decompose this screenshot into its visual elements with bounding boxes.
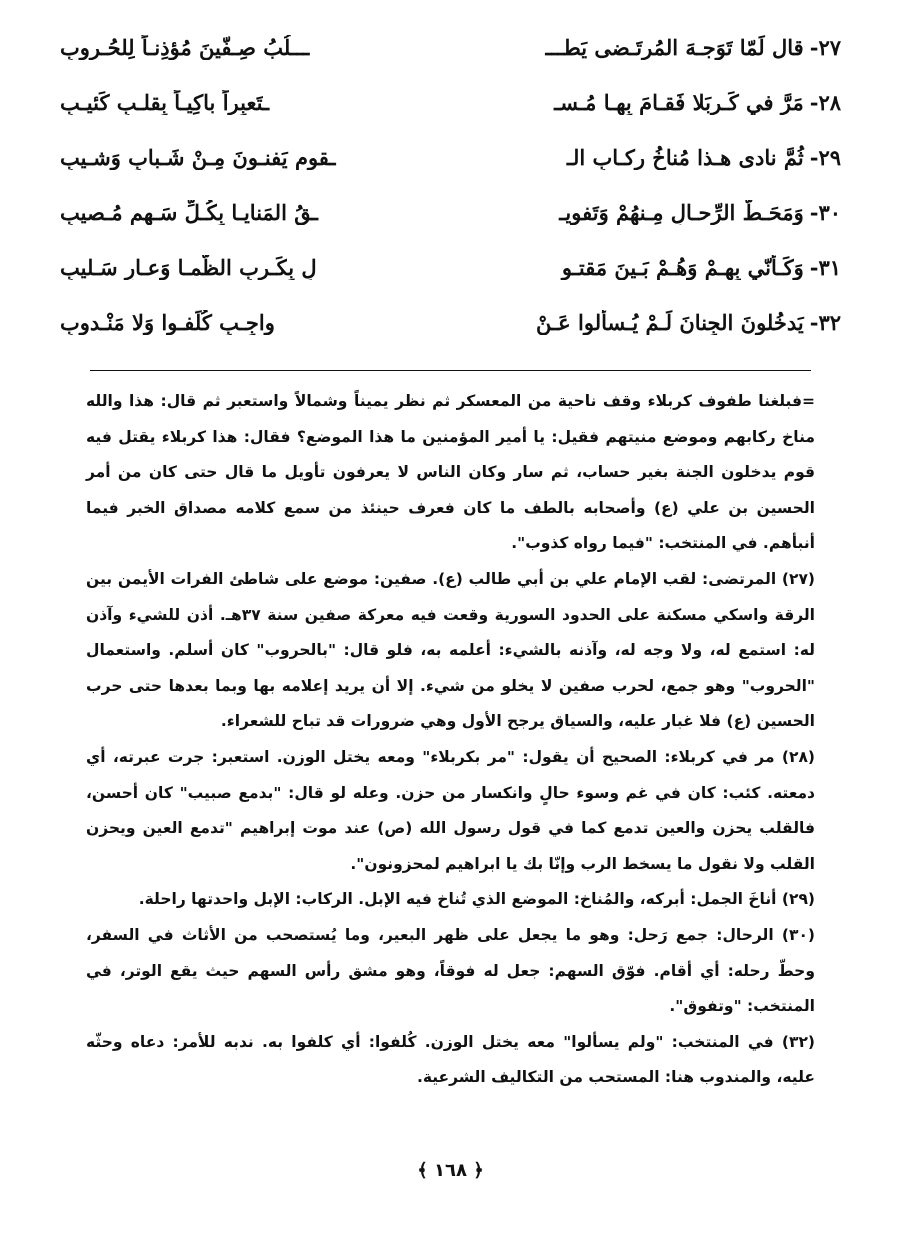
page-number: ﴿ ١٦٨ ﴾ xyxy=(417,1160,484,1181)
verse-number: ٣١- xyxy=(809,255,841,280)
verse-first-hemistich xyxy=(451,310,841,335)
verse-second-hemistich: واجِـبٍ كُلِّفـوا وَلا مَنْـدوبِ xyxy=(60,310,275,335)
verse-second-hemistich: ـــلُبُ صِـفّينَ مُؤذِنـاً لِلحُـروبِ xyxy=(60,35,310,60)
verse-number: ٢٧- xyxy=(809,35,841,60)
verse-line xyxy=(60,130,841,185)
verse-number: ٢٨- xyxy=(809,90,841,115)
verse-line xyxy=(60,20,841,75)
footnote-paragraph: (٣٠) الرحال: جمع رَحل: وهو ما يجعل على ظهر البعير، وما يُستصحب من الأثاث في السفر، وحطّ رحله: أي أقام. فوّق السهم: جعل له فوقاً، وهو مشق رأس السهم حيث يقع الوتر، في المنتخب: "وتفوق". xyxy=(86,925,815,1016)
verse-second-hemistich: لٍ بِكَـربِ الظَّمـا وَعـارٍ سَـليبِ xyxy=(60,255,317,280)
verse-first-text: ثُمَّ نادى هـذا مُناخُ رِكـابِ الـ xyxy=(566,145,804,170)
verse-number: ٣٢- xyxy=(809,310,841,335)
verse-first-text: وَمَحَـطُّ الرِّحـالِ مِـنهُمْ وَتَفويـ xyxy=(559,200,804,225)
footnote-paragraph: (٢٩) أناخَ الجمل: أبركه، والمُناخ: الموضع الذي تُناخ فيه الإبل. الركاب: الإبل واحدتها راحلة. xyxy=(138,890,815,909)
poem-block xyxy=(60,20,841,350)
verse-line xyxy=(60,295,841,350)
verse-number: ٣٠- xyxy=(809,200,841,225)
verse-second-hemistich: ـقومِ يَفنـونَ مِـنْ شَـبابٍ وَشـيبِ xyxy=(60,145,336,170)
verse-first-hemistich xyxy=(451,90,841,115)
footnote-separator xyxy=(90,370,811,371)
footnote-paragraph: (٣٢) في المنتخب: "ولم يسألوا" معه يختل الوزن. كُلفوا: أي كلفوا به. ندبه للأمر: دعاه وحثّه عليه، والمندوب هنا: المستحب من التكاليف الشرعية. xyxy=(86,1032,815,1087)
verse-first-text: قال لَمّا تَوَجـهَ المُرتَـضى يَطـــ xyxy=(545,35,804,60)
verse-first-text: يَدخُلونَ الجِنانَ لَـمْ يُـسألوا عَـنْ xyxy=(536,310,804,335)
footnote-paragraph: (٢٧) المرتضى: لقب الإمام علي بن أبي طالب (ع). صفين: موضع على شاطئ الفرات الأيمن بين الرقة واسكي مسكنة على الحدود السورية وقعت فيه معركة صفين سنة ٣٧هـ. أذن للشيء وآذن له: استمع له، ولا وجه له، وآذنه بالشيء: أعلمه به، فلو قال: "بالحروب" كان أسلم. واستعمال "الحروب" وهو جمع، لحرب صفين لا يخلو من شيء. إلا أن يريد إعلامه بها وبما بعدها حتى حرب الحسين (ع) فلا غبار عليه، والسياق يرجح الأول وهي ضرورات قد تباح للشعراء. xyxy=(86,569,815,731)
verse-number: ٢٩- xyxy=(809,145,841,170)
verse-first-hemistich xyxy=(451,255,841,280)
verse-first-hemistich xyxy=(451,35,841,60)
verse-second-hemistich: ـقُ المَنايـا بِكُـلِّ سَـهمٍ مُـصيبِ xyxy=(60,200,318,225)
footnote-paragraph: (٢٨) مر في كربلاء: الصحيح أن يقول: "مر بكربلاء" ومعه يختل الوزن. استعبر: جرت عبرته، أي دمعته. كئب: كان في غم وسوء حالٍ وانكسار من حزن. وعله لو قال: "بدمع صبيب" كان أحسن، فالقلب يحزن والعين تدمع كما في قول رسول الله (ص) عند موت إبراهيم "تدمع العين ويحزن القلب ولا نقول ما يسخط الرب وإنّا بك يا ابراهيم لمحزونون". xyxy=(86,747,815,873)
verse-line xyxy=(60,75,841,130)
verse-line xyxy=(60,185,841,240)
verse-first-hemistich xyxy=(451,200,841,225)
footnote-paragraph: =فبلغنا طفوف كربلاء وقف ناحية من المعسكر ثم نظر يميناً وشمالاً واستعبر ثم قال: هذا والله مناخ ركابهم وموضع منيتهم فقيل: يا أمير المؤمنين ما هذا الموضع؟ فقال: هذا كربلاء يقتل فيه قوم يدخلون الجنة بغير حساب، ثم سار وكان الناس لا يعرفون تأويل ما قال حتى كان من أمر الحسين بن علي (ع) وأصحابه بالطف ما كان فعرف حينئذ من سمع كلامه مصداق الخبر فيما أنبأهم. في المنتخب: "فيما رواه كذوب". xyxy=(86,392,815,553)
verse-first-hemistich xyxy=(451,145,841,170)
verse-second-hemistich: ـتَعبِراً باكِيـاً بِقلـبِ كَئيـبِ xyxy=(60,90,270,115)
verse-line xyxy=(60,240,841,295)
verse-first-text: وَكَـأنّي بِهـمْ وَهُـمْ بَـينَ مَقتـو xyxy=(561,255,804,280)
verse-first-text: مَرَّ في كَـربَلا فَقـامَ بِهـا مُـسـ xyxy=(554,90,804,115)
footnotes xyxy=(86,384,815,1096)
